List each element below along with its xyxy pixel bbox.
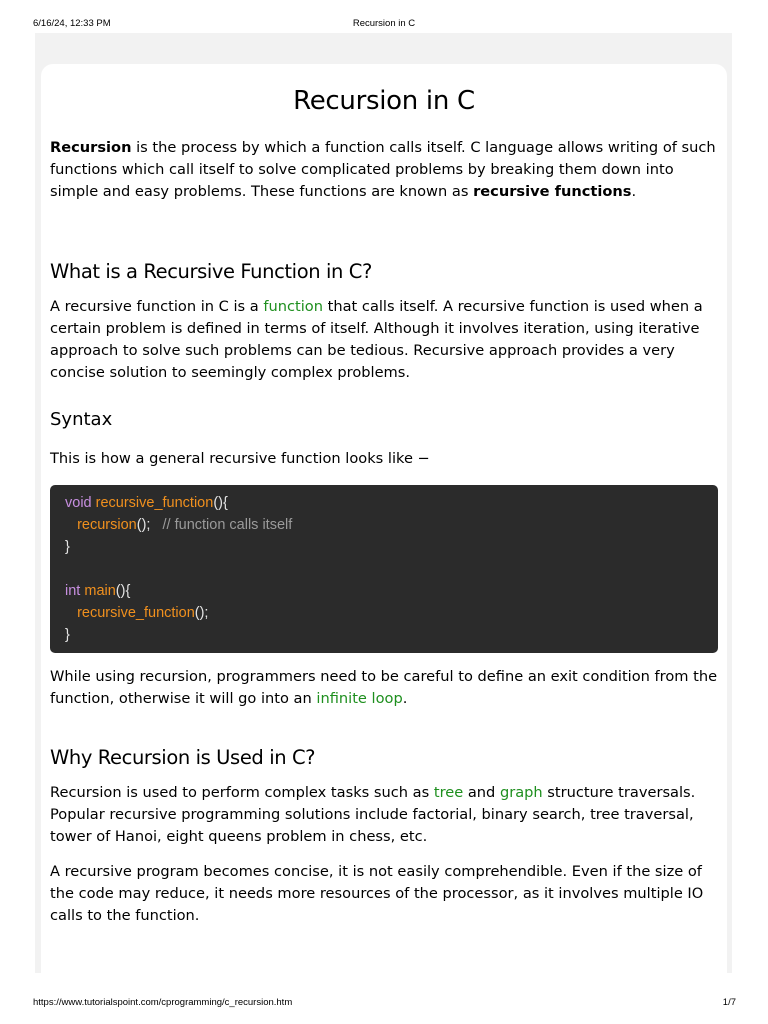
- code-function-name: recursion: [77, 517, 137, 533]
- function-link[interactable]: function: [263, 298, 323, 315]
- what-is-paragraph: [50, 296, 718, 384]
- graph-link[interactable]: graph: [499, 784, 543, 801]
- infinite-loop-link[interactable]: infinite loop: [316, 690, 403, 707]
- exit-condition-paragraph: [50, 666, 718, 710]
- page-title: Recursion in C: [293, 86, 475, 116]
- why-text-c: structure traversals. Popular recursive programming solutions include factorial, binary search, tree traversal, tower of Hanoi, eight queens problem in chess, etc.: [50, 784, 696, 845]
- code-comment: // function calls itself: [162, 517, 293, 533]
- syntax-heading: Syntax: [50, 409, 113, 430]
- code-function-name: main: [84, 583, 116, 599]
- why-paragraph-1: [50, 782, 718, 848]
- code-punctuation: }: [65, 539, 70, 555]
- section-heading-why: Why Recursion is Used in C?: [50, 746, 316, 769]
- print-title: Recursion in C: [352, 18, 416, 29]
- code-function-name: recursive_function: [77, 605, 195, 621]
- print-date: 6/16/24, 12:33 PM: [33, 18, 111, 29]
- what-is-text-before: A recursive function in C is a: [50, 298, 264, 315]
- code-line: [65, 602, 703, 624]
- tree-link[interactable]: tree: [433, 784, 464, 801]
- intro-term: Recursion: [50, 139, 132, 156]
- print-page-number: 1/7: [722, 997, 736, 1008]
- why-text-a: Recursion is used to perform complex tasks such as: [50, 784, 434, 801]
- print-url: https://www.tutorialspoint.com/cprogramming/c_recursion.htm: [33, 997, 293, 1008]
- why-paragraph-2: A recursive program becomes concise, it is not easily comprehendible. Even if the size of the code may reduce, it needs more resources of the processor, as it involves multiple IO calls to the function.: [50, 863, 704, 924]
- intro-text-end: .: [631, 183, 637, 200]
- code-keyword: int: [65, 583, 81, 599]
- code-line-blank: [65, 558, 703, 580]
- code-block[interactable]: [50, 485, 718, 653]
- code-punctuation: ();: [136, 517, 151, 533]
- why-text-b: and: [463, 784, 500, 801]
- print-footer: [0, 994, 768, 1014]
- intro-term-recursive-functions: recursive functions: [473, 183, 632, 200]
- exit-text-end: .: [402, 690, 408, 707]
- code-punctuation: }: [65, 627, 70, 643]
- what-is-text-after: that calls itself. A recursive function is used when a certain problem is defined in terms of itself. Although it involves iteration, using iterative approach to solve such problems can be tedious. Recursive approach provides a very concise solution to seemingly complex problems.: [50, 298, 703, 381]
- code-punctuation: (){: [115, 583, 131, 599]
- exit-text-before: While using recursion, programmers need to be careful to define an exit condition from the function, otherwise it will go into an: [50, 668, 718, 707]
- code-line: [65, 514, 703, 536]
- intro-paragraph: [50, 137, 718, 203]
- syntax-lead: This is how a general recursive function looks like −: [50, 450, 430, 467]
- code-line: [65, 580, 703, 602]
- intro-text: is the process by which a function calls itself. C language allows writing of such functions which call itself to solve complicated problems by breaking them down into simple and easy problems. These functions are known as: [50, 139, 716, 200]
- code-line: [65, 536, 703, 558]
- code-line: [65, 624, 703, 646]
- code-punctuation: (){: [213, 495, 228, 511]
- section-heading-what-is: What is a Recursive Function in C?: [50, 260, 372, 283]
- code-function-name: recursive_function: [95, 495, 214, 511]
- print-header: [0, 0, 768, 34]
- code-punctuation: ();: [194, 605, 209, 621]
- code-keyword: void: [65, 495, 92, 511]
- code-line: [65, 492, 703, 514]
